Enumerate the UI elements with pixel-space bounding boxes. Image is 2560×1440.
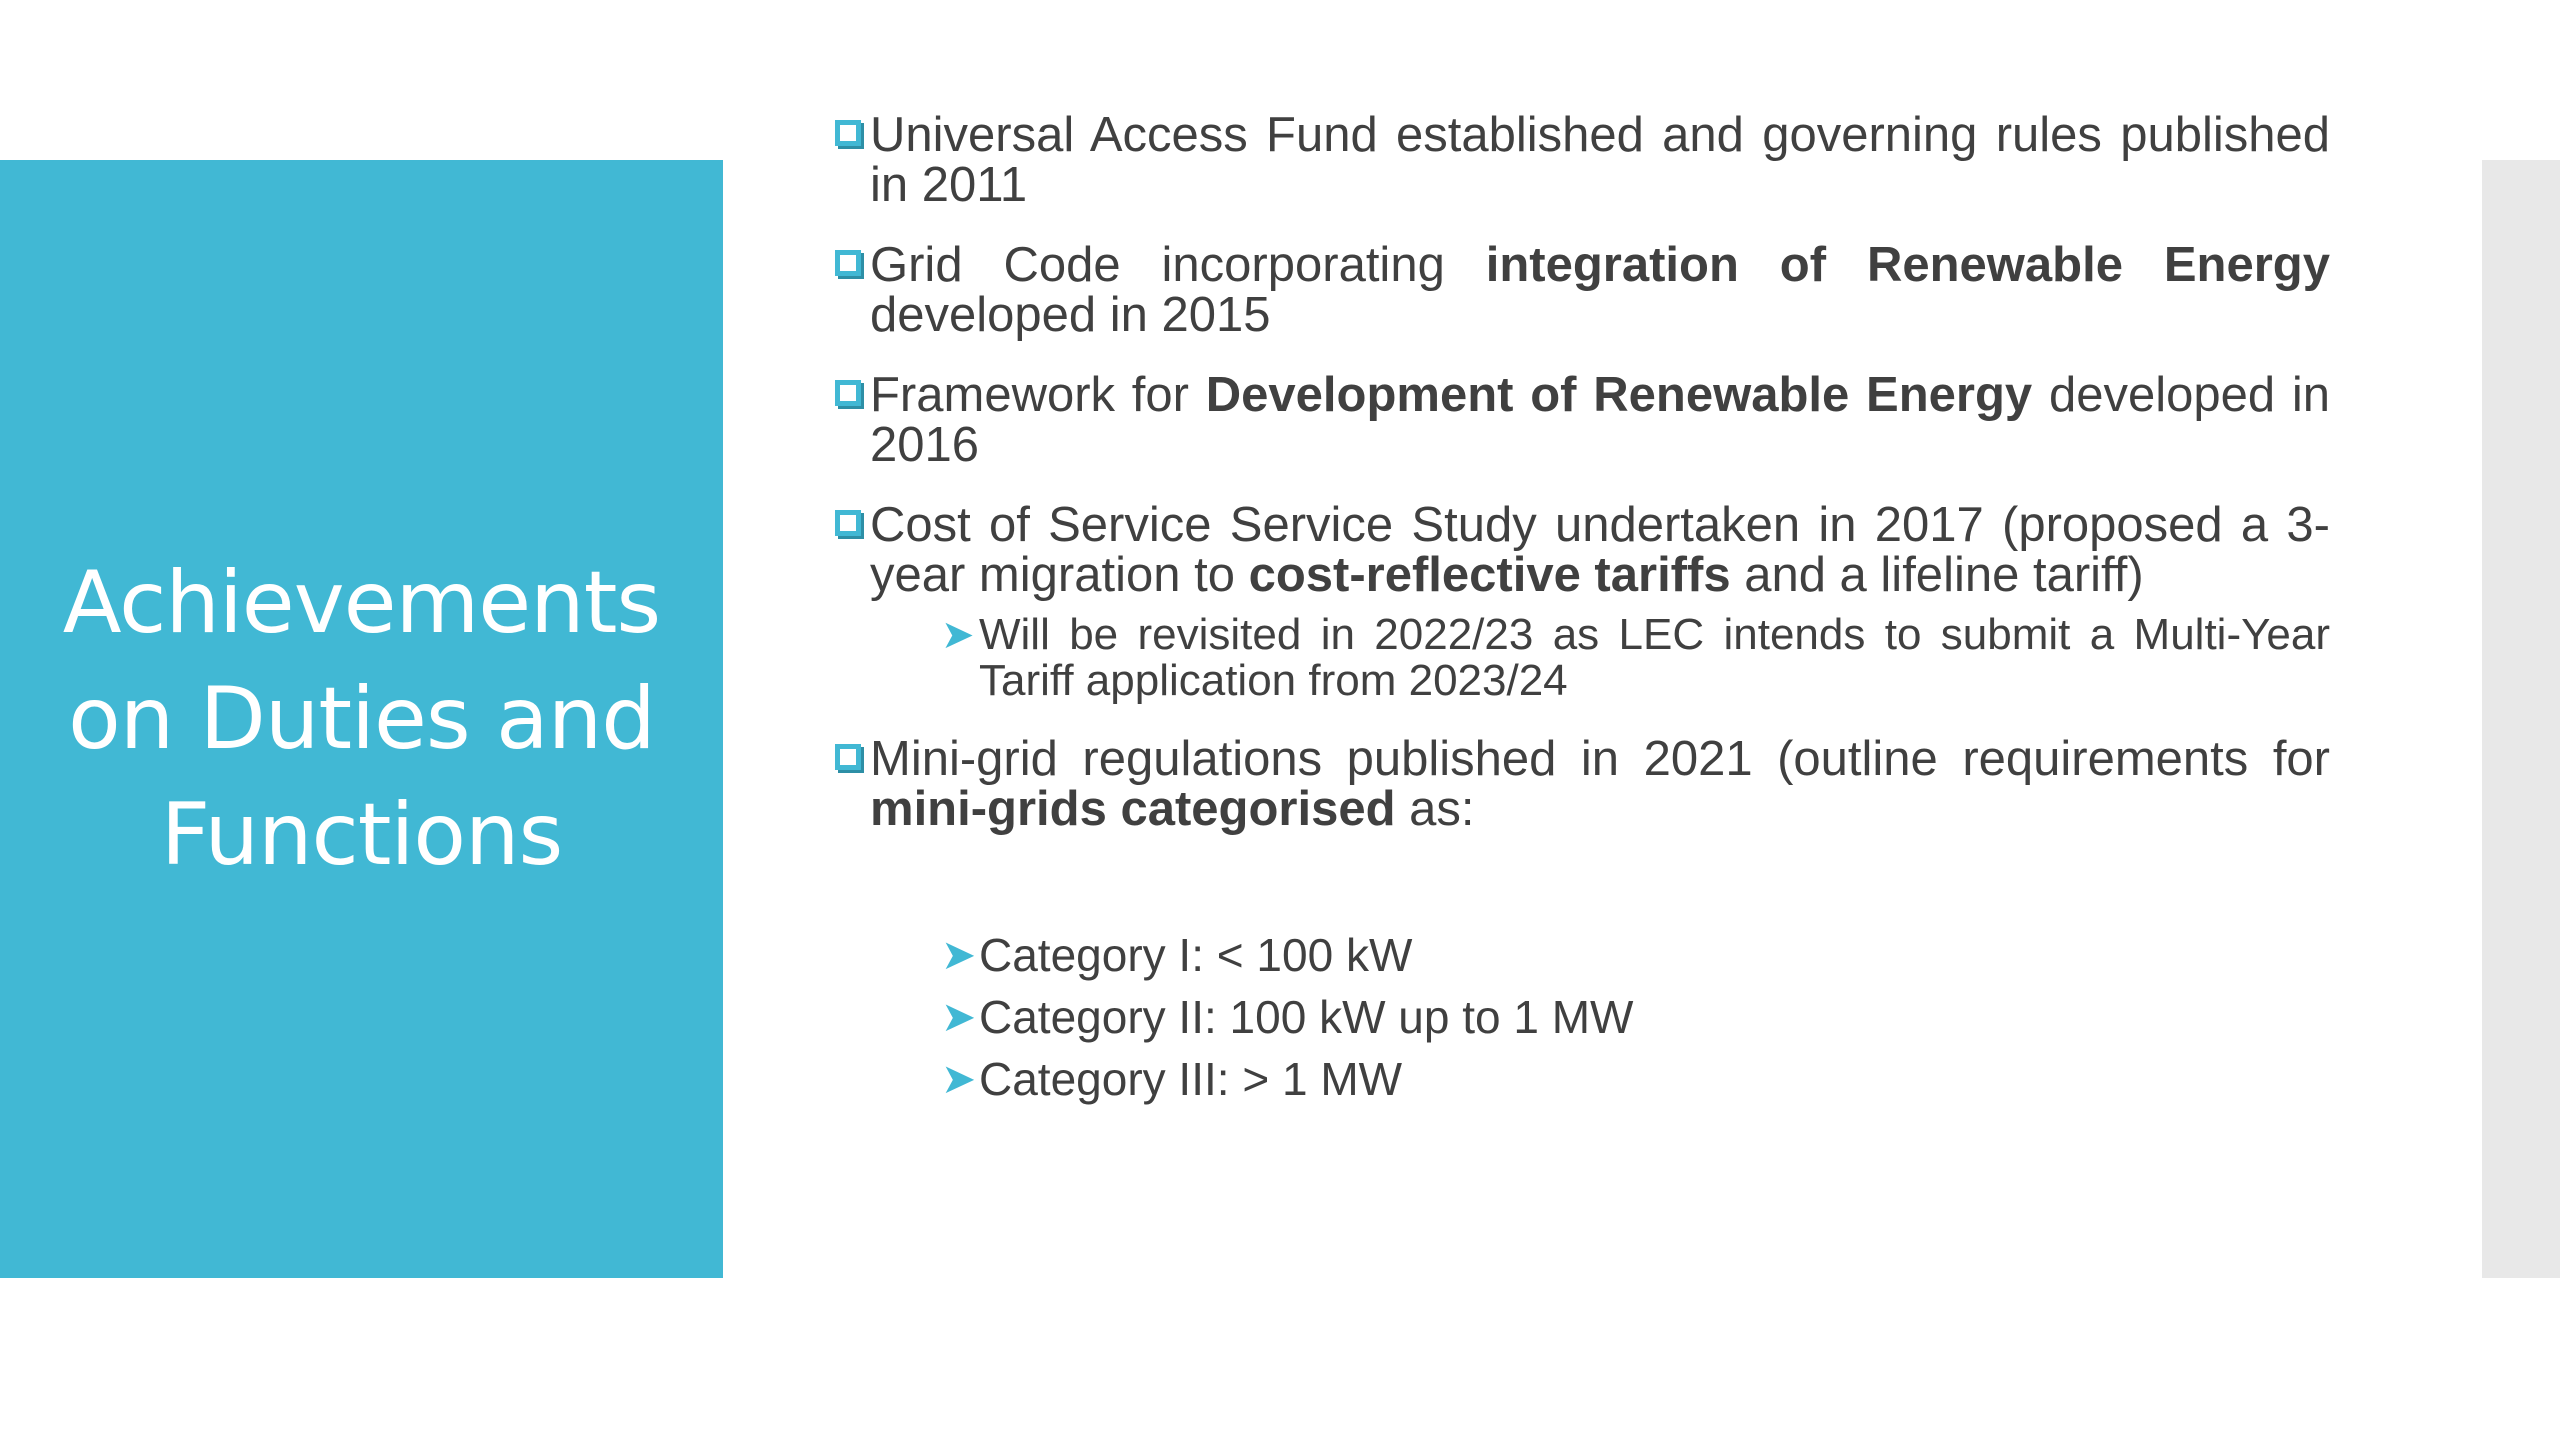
arrow-bullet-icon: ➤ xyxy=(941,992,977,1041)
category-item: ➤ Category I: < 100 kW xyxy=(835,924,2330,986)
bullet-text: Framework for Development of Renewable Energy developed in 2016 xyxy=(870,368,2331,472)
bullet-item xyxy=(835,110,2330,210)
category-list xyxy=(835,924,2330,1110)
arrow-bullet-icon: ➤ xyxy=(941,612,975,658)
bullet-text: Cost of Service Service Study undertaken in 2017 (proposed a 3-year migration to cost-reflective tariffs and a lifeline tariff) xyxy=(870,498,2330,602)
sub-bullet-item xyxy=(835,612,2330,704)
sub-bullet-text: Will be revisited in 2022/23 as LEC intends to submit a Multi-Year Tariff application from 2023/24 xyxy=(979,610,2330,705)
bullet-item xyxy=(835,370,2330,470)
bullet-item xyxy=(835,240,2330,340)
bullet-text: Grid Code incorporating integration of Renewable Energy developed in 2015 xyxy=(870,238,2330,342)
checkbox-bullet-icon xyxy=(835,250,861,276)
title-panel xyxy=(0,160,723,1278)
category-item: ➤ Category II: 100 kW up to 1 MW xyxy=(835,986,2330,1048)
bullet-text: Mini-grid regulations published in 2021 (outline requirements for mini-grids categorised as: xyxy=(870,732,2330,836)
category-item: ➤ Category III: > 1 MW xyxy=(835,1048,2330,1110)
bullet-list xyxy=(835,110,2330,1110)
arrow-bullet-icon: ➤ xyxy=(941,930,977,979)
slide-title: Achievements on Duties and Functions xyxy=(62,553,661,885)
bullet-item xyxy=(835,734,2330,834)
arrow-bullet-icon: ➤ xyxy=(941,1054,977,1103)
bullet-text: Universal Access Fund established and governing rules published in 2011 xyxy=(870,108,2330,212)
checkbox-bullet-icon xyxy=(835,120,861,146)
bullet-item xyxy=(835,500,2330,704)
checkbox-bullet-icon xyxy=(835,744,861,770)
checkbox-bullet-icon xyxy=(835,510,861,536)
decorative-strip xyxy=(2482,160,2560,1278)
checkbox-bullet-icon xyxy=(835,380,861,406)
